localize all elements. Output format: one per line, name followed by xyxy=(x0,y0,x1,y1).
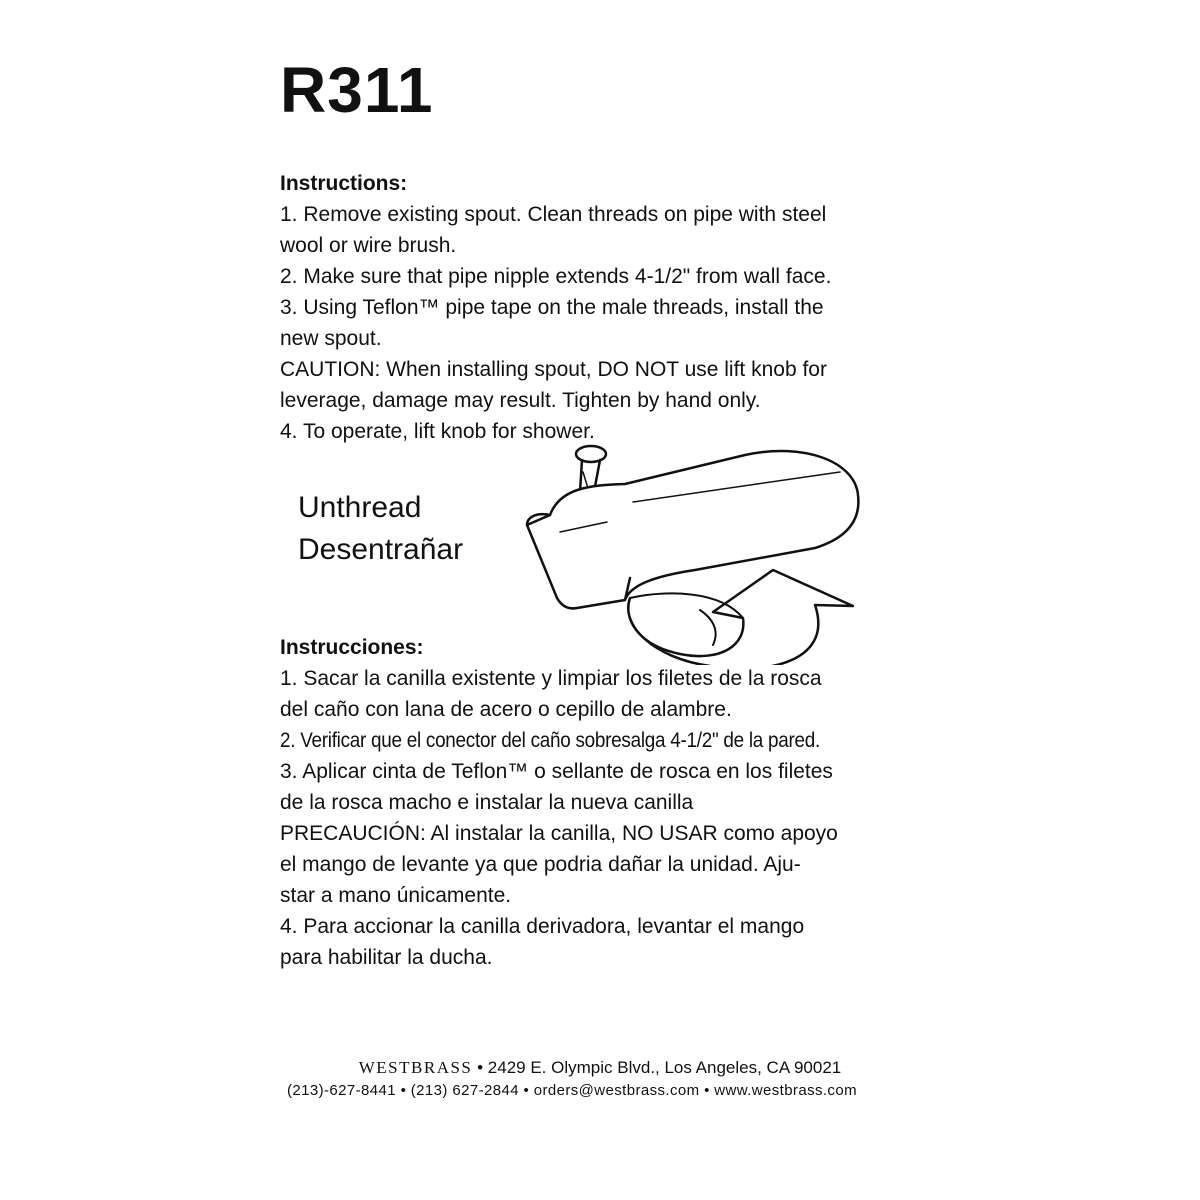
instructions-english xyxy=(280,168,880,447)
instruction-line: para habilitar la ducha. xyxy=(280,946,493,969)
instruction-line-text: 2. Verificar que el conector del caño sobresalga 4-1/2" de la pared. xyxy=(280,729,820,752)
instruction-line: new spout. xyxy=(280,327,382,350)
instruction-line xyxy=(280,725,880,756)
instruction-line: 1. Sacar la canilla existente y limpiar los filetes de la rosca xyxy=(280,667,822,690)
footer-contact: (213)-627-8441 • (213) 627-2844 • orders@westbrass.com • www.westbrass.com xyxy=(287,1082,857,1099)
instrucciones-heading: Instrucciones: xyxy=(280,636,424,659)
instructions-heading: Instructions: xyxy=(280,172,408,195)
address-text: • 2429 E. Olympic Blvd., Los Angeles, CA 90021 xyxy=(477,1058,842,1077)
product-title: R311 xyxy=(280,54,434,126)
instruction-line: del caño con lana de acero o cepillo de alambre. xyxy=(280,698,732,721)
caution-line: PRECAUCIÓN: Al instalar la canilla, NO USAR como apoyo xyxy=(280,822,838,845)
instruction-line: 1. Remove existing spout. Clean threads on pipe with steel xyxy=(280,203,827,226)
instruction-line: wool or wire brush. xyxy=(280,234,457,257)
label-unthread: Unthread xyxy=(298,491,422,524)
caution-line: star a mano únicamente. xyxy=(280,884,512,907)
instruction-line: 3. Using Teflon™ pipe tape on the male threads, install the xyxy=(280,296,824,319)
caution-line: leverage, damage may result. Tighten by hand only. xyxy=(280,389,761,412)
lift-knob-icon xyxy=(576,446,606,462)
instruction-line: 3. Aplicar cinta de Teflon™ o sellante de rosca en los filetes xyxy=(280,760,833,783)
instruction-line: 4. Para accionar la canilla derivadora, levantar el mango xyxy=(280,915,805,938)
diagram-labels xyxy=(298,487,463,571)
label-desentranar: Desentrañar xyxy=(298,533,464,566)
instruction-line: 4. To operate, lift knob for shower. xyxy=(280,420,595,443)
instruction-line: de la rosca macho e instalar la nueva canilla xyxy=(280,791,694,814)
caution-line: el mango de levante ya que podria dañar la unidad. Aju- xyxy=(280,853,801,876)
caution-line: CAUTION: When installing spout, DO NOT use lift knob for xyxy=(280,358,827,381)
brand-name: WESTBRASS xyxy=(358,1058,473,1077)
instruction-line: 2. Make sure that pipe nipple extends 4-1/2" from wall face. xyxy=(280,265,832,288)
footer-address xyxy=(0,1058,1200,1078)
instructions-spanish xyxy=(280,632,880,973)
